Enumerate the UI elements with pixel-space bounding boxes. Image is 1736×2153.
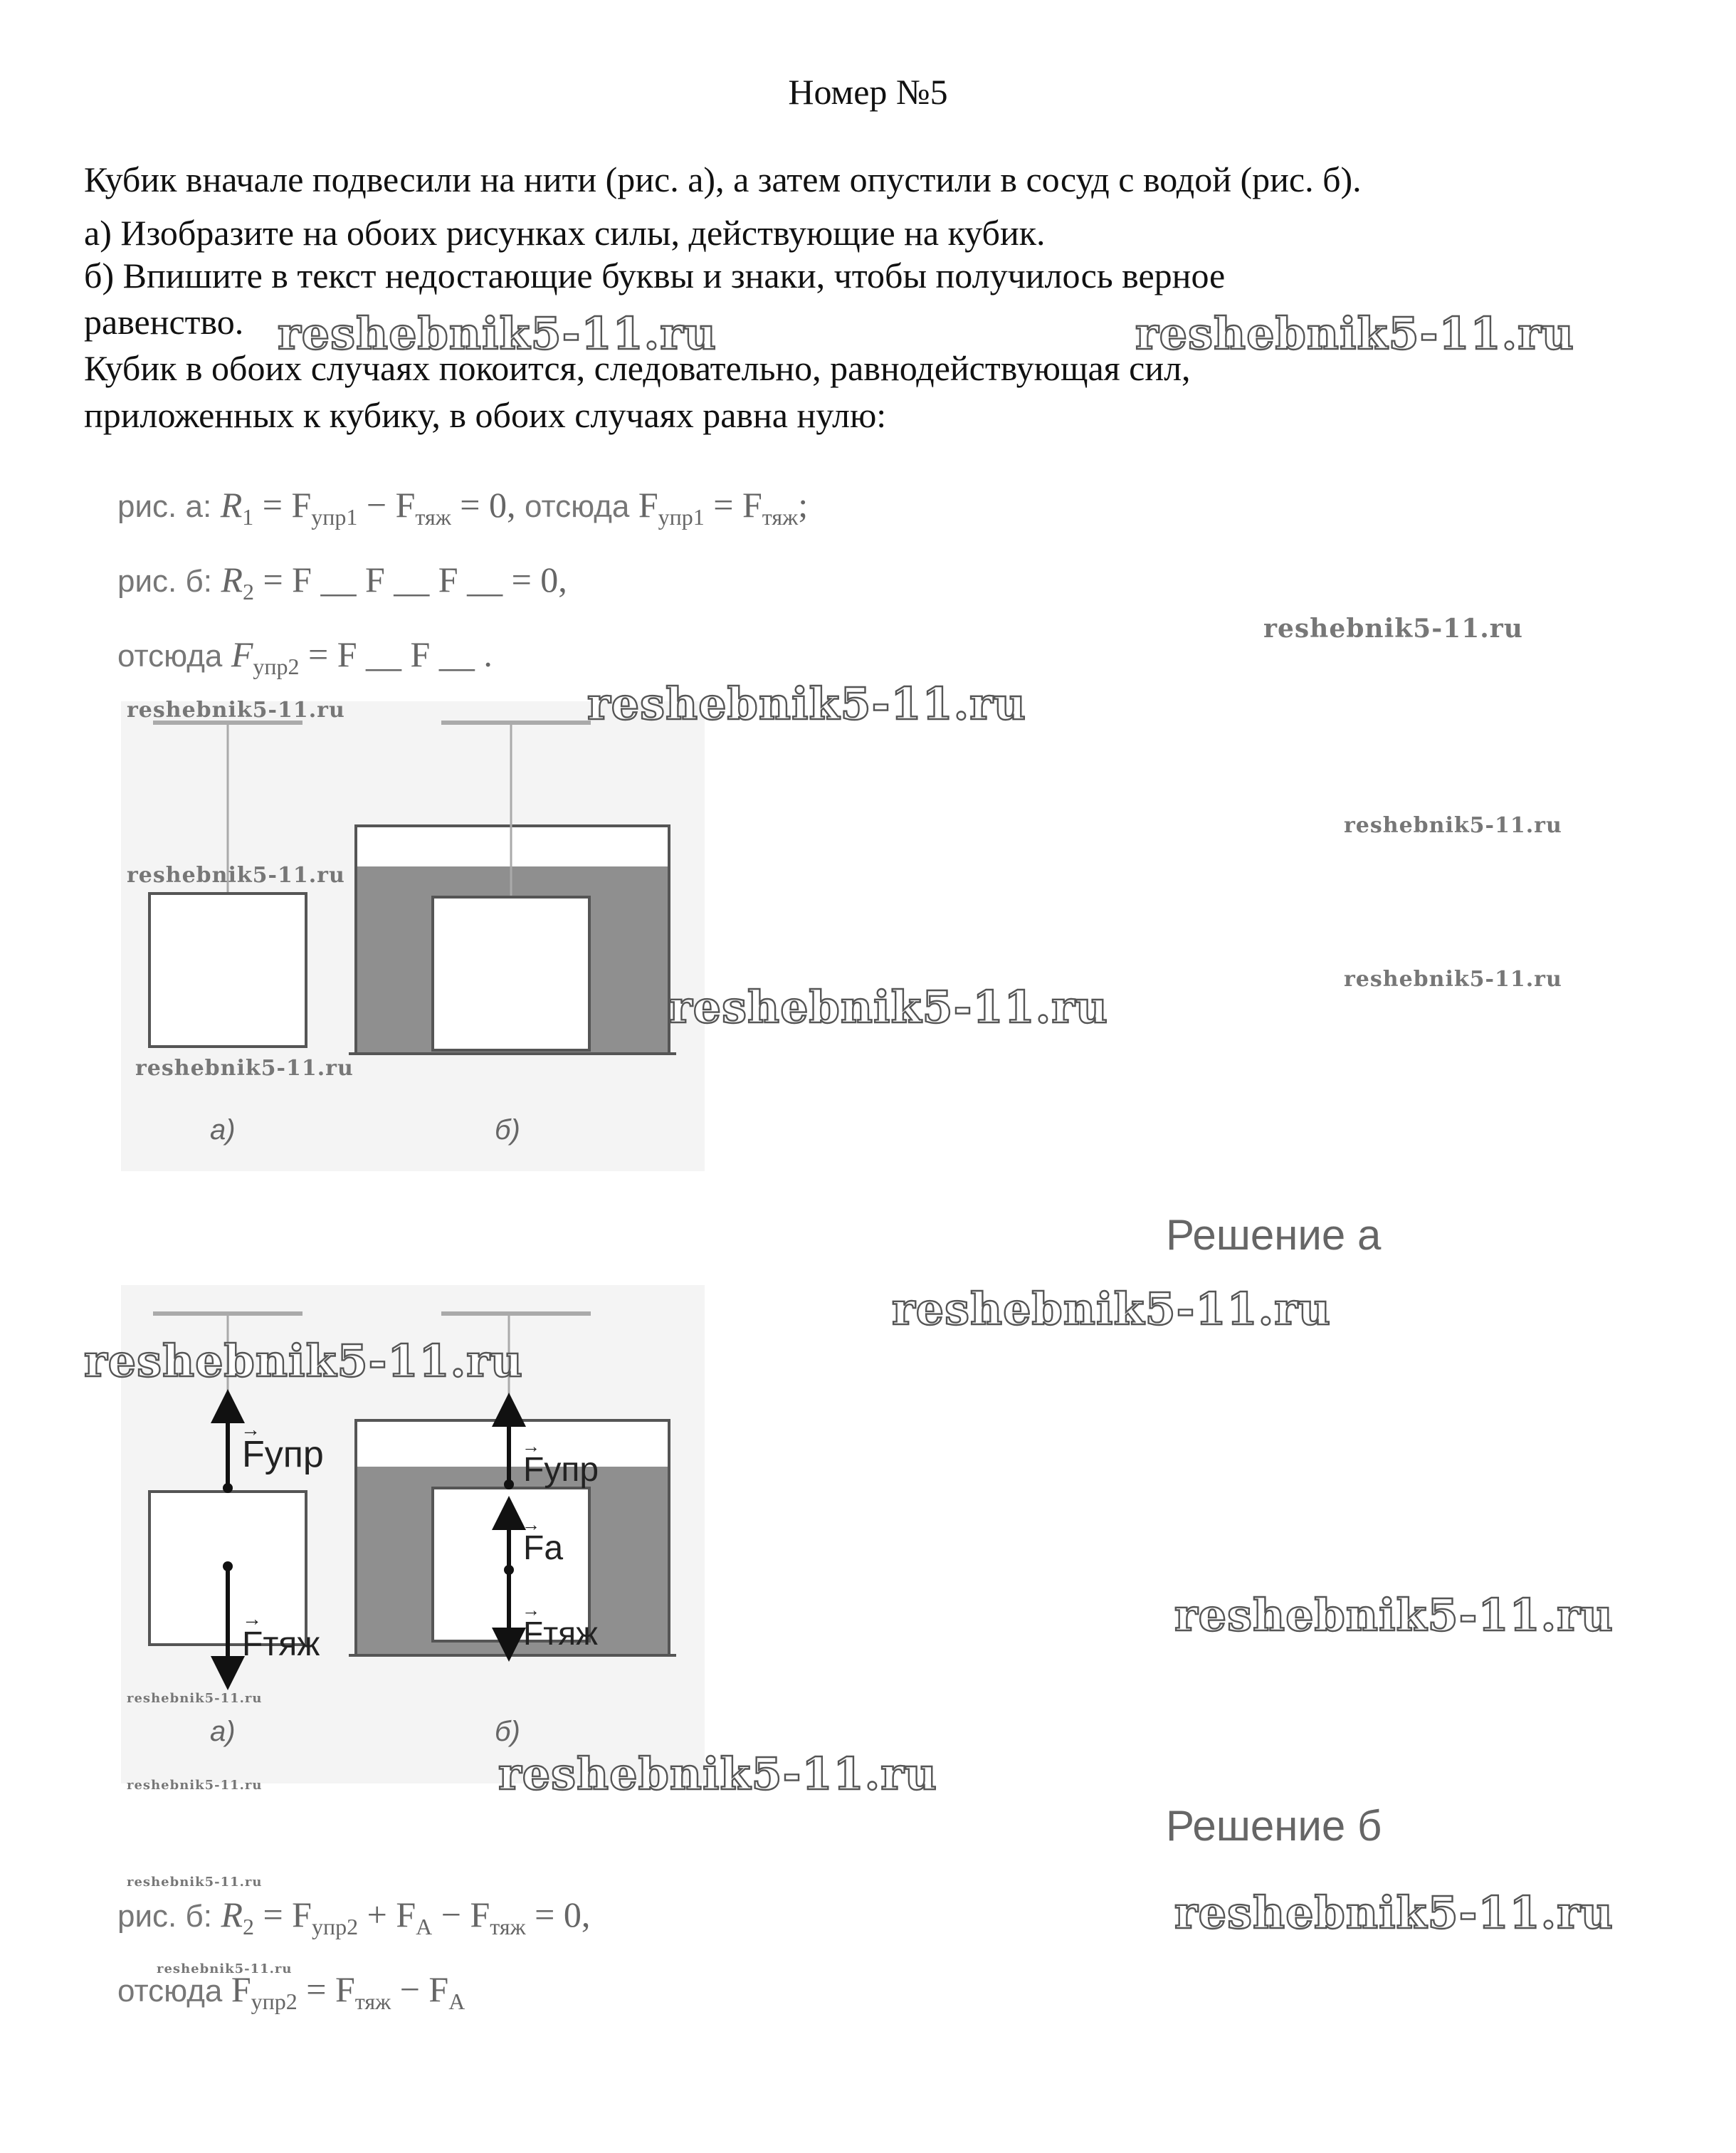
solution-a-heading: Решение а (1166, 1211, 1382, 1259)
solution-b-heading: Решение б (1166, 1802, 1382, 1850)
watermark: reshebnik5-11.ru (669, 981, 1108, 1033)
watermark: reshebnik5-11.ru (498, 1748, 937, 1800)
cube-b (433, 897, 589, 1050)
solution-b-result: отсюда $F_{упр2} = F_{тяж} - F_A$ (117, 1969, 465, 2014)
watermark: reshebnik5-11.ru (1344, 967, 1562, 992)
solution-b-equation: рис. б: $R_2 = F_{упр2} + F_A - F_{тяж} = 0$, (117, 1895, 591, 1939)
task-figure (121, 701, 705, 1171)
fig-a-label: а) (210, 1114, 236, 1146)
watermark: reshebnik5-11.ru (127, 1875, 263, 1890)
problem-line-1: Кубик вначале подвесили на нити (рис. а), а затем опустили в сосуд с водой (рис. б). (84, 159, 1362, 199)
watermark: reshebnik5-11.ru (1344, 813, 1562, 838)
watermark: reshebnik5-11.ru (1174, 1589, 1614, 1641)
label-gravity-b: Fтяж (523, 1615, 598, 1652)
equation-b-result: отсюда $F_{упр2} = F$ __ F __ . (117, 634, 493, 679)
vector-mark-gravity-b: → (522, 1599, 540, 1620)
watermark: reshebnik5-11.ru (892, 1283, 1331, 1335)
fig-b-label: б) (495, 1716, 520, 1747)
problem-line-2: а) Изобразите на обоих рисунках силы, действующие на кубик. (84, 213, 1046, 253)
watermark: reshebnik5-11.ru (127, 1691, 263, 1706)
label-elastic-a: Fупр (242, 1434, 324, 1475)
problem-line-3: б) Впишите в текст недостающие буквы и знаки, чтобы получилось верное (84, 256, 1226, 295)
watermark: reshebnik5-11.ru (1174, 1887, 1614, 1939)
equation-b: рис. б: $R_2 = F$ __ F __ F __ = 0, (117, 560, 567, 604)
label-archimedes-b: Fa (523, 1529, 564, 1567)
watermark: reshebnik5-11.ru (84, 1335, 523, 1387)
label-gravity-a: Fтяж (242, 1625, 320, 1663)
watermark: reshebnik5-11.ru (157, 1961, 293, 1976)
label-elastic-b: Fупр (523, 1451, 599, 1489)
watermark: reshebnik5-11.ru (1263, 614, 1523, 644)
vector-mark-elastic-a: → (241, 1418, 261, 1440)
equation-a: рис. а: $R_1 = F_{упр1} - F_{тяж} = 0$, отсюда $F_{упр1} = F_{тяж}$; (117, 485, 809, 530)
fig-b-label: б) (495, 1114, 520, 1146)
watermark: reshebnik5-11.ru (127, 863, 345, 888)
vector-mark-gravity-a: → (242, 1608, 262, 1630)
vector-mark-archimedes-b: → (522, 1514, 540, 1535)
watermark: reshebnik5-11.ru (1135, 308, 1574, 360)
cube-a (149, 894, 306, 1047)
watermark: reshebnik5-11.ru (587, 678, 1026, 730)
vector-mark-elastic-b: → (522, 1435, 540, 1457)
problem-line-6: приложенных к кубику, в обоих случаях равна нулю: (84, 395, 887, 435)
page-title: Номер №5 (788, 72, 948, 112)
problem-line-5: Кубик в обоих случаях покоится, следовательно, равнодействующая сил, (84, 348, 1191, 388)
watermark: reshebnik5-11.ru (127, 698, 345, 723)
watermark: reshebnik5-11.ru (278, 308, 717, 360)
watermark: reshebnik5-11.ru (127, 1778, 263, 1793)
watermark: reshebnik5-11.ru (135, 1056, 354, 1081)
fig-a-label: а) (210, 1716, 236, 1747)
problem-line-4: равенство. (84, 302, 244, 342)
